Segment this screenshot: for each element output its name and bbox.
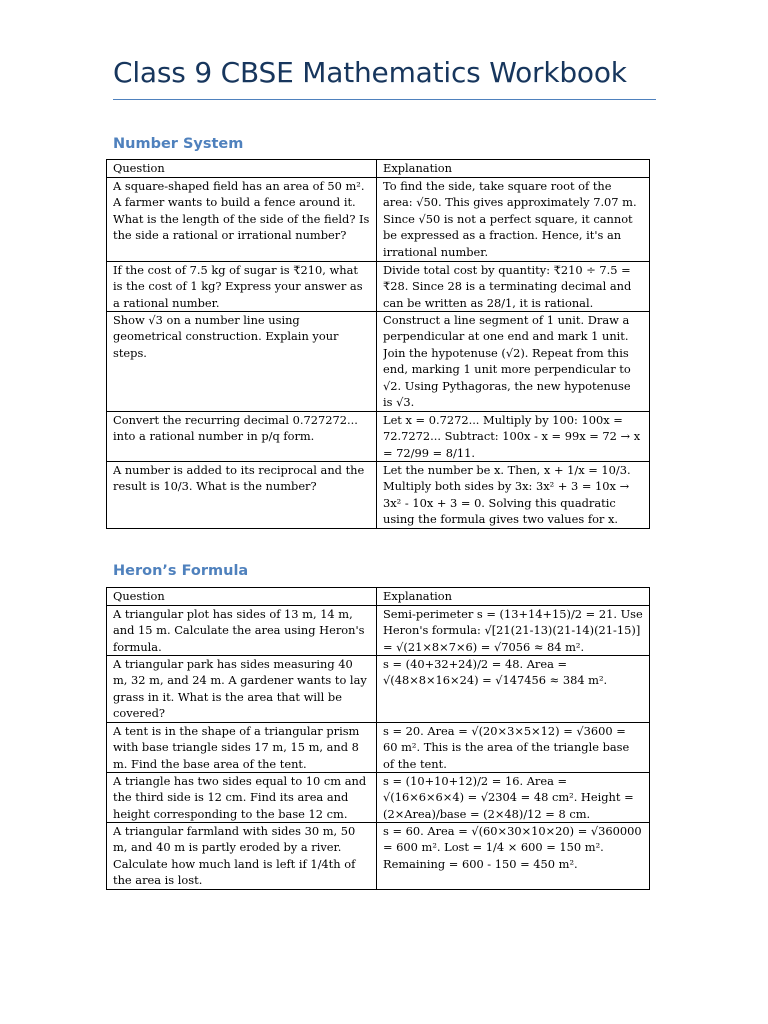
- section-heading-number-system: Number System: [113, 136, 244, 152]
- table-row: [107, 772, 650, 822]
- table-row: [107, 822, 650, 889]
- table-row: [107, 311, 650, 411]
- question-cell: Show √3 on a number line using geometrical construction. Explain your steps.: [107, 311, 377, 411]
- header-question: Question: [107, 588, 377, 606]
- table-header-row: [107, 588, 650, 606]
- question-cell: A tent is in the shape of a triangular prism with base triangle sides 17 m, 15 m, and 8 m. Find the base area of the tent.: [107, 722, 377, 772]
- table-row: [107, 177, 650, 261]
- question-cell: A triangular park has sides measuring 40 m, 32 m, and 24 m. A gardener wants to lay grass in it. What is the area that will be covered?: [107, 655, 377, 722]
- explanation-cell: s = 60. Area = √(60×30×10×20) = √360000 = 600 m². Lost = 1/4 × 600 = 150 m². Remaining = 600 - 150 = 450 m².: [377, 822, 650, 889]
- herons-formula-table: [106, 587, 650, 890]
- table-row: [107, 261, 650, 311]
- explanation-cell: s = 20. Area = √(20×3×5×12) = √3600 = 60 m². This is the area of the triangle base of the tent.: [377, 722, 650, 772]
- explanation-cell: Construct a line segment of 1 unit. Draw a perpendicular at one end and mark 1 unit. Join the hypotenuse (√2). Repeat from this end, marking 1 unit more perpendicular to √2. Using Pythagoras, the new hypotenuse is √3.: [377, 311, 650, 411]
- question-cell: Convert the recurring decimal 0.727272... into a rational number in p/q form.: [107, 411, 377, 461]
- table-header-row: [107, 160, 650, 178]
- explanation-cell: s = (40+32+24)/2 = 48. Area = √(48×8×16×24) = √147456 ≈ 384 m².: [377, 655, 650, 722]
- explanation-cell: Let the number be x. Then, x + 1/x = 10/3. Multiply both sides by 3x: 3x² + 3 = 10x → 3x² - 10x + 3 = 0. Solving this quadratic using the formula gives two values for x.: [377, 461, 650, 528]
- question-cell: If the cost of 7.5 kg of sugar is ₹210, what is the cost of 1 kg? Express your answer as a rational number.: [107, 261, 377, 311]
- explanation-cell: To find the side, take square root of the area: √50. This gives approximately 7.07 m. Since √50 is not a perfect square, it cannot be expressed as a fraction. Hence, it's an irrational number.: [377, 177, 650, 261]
- header-question: Question: [107, 160, 377, 178]
- question-cell: A number is added to its reciprocal and the result is 10/3. What is the number?: [107, 461, 377, 528]
- question-cell: A triangular farmland with sides 30 m, 50 m, and 40 m is partly eroded by a river. Calculate how much land is left if 1/4th of the area is lost.: [107, 822, 377, 889]
- table-row: [107, 605, 650, 655]
- table-row: [107, 655, 650, 722]
- explanation-cell: Semi-perimeter s = (13+14+15)/2 = 21. Use Heron's formula: √[21(21-13)(21-14)(21-15)] = √(21×8×7×6) = √7056 ≈ 84 m².: [377, 605, 650, 655]
- table-row: [107, 411, 650, 461]
- explanation-cell: s = (10+10+12)/2 = 16. Area = √(16×6×6×4) = √2304 = 48 cm². Height = (2×Area)/base = (2×48)/12 = 8 cm.: [377, 772, 650, 822]
- table-row: [107, 722, 650, 772]
- explanation-cell: Let x = 0.7272... Multiply by 100: 100x = 72.7272... Subtract: 100x - x = 99x = 72 → x = 72/99 = 8/11.: [377, 411, 650, 461]
- header-explanation: Explanation: [377, 588, 650, 606]
- section-heading-herons-formula: Heron’s Formula: [113, 563, 249, 579]
- question-cell: A triangular plot has sides of 13 m, 14 m, and 15 m. Calculate the area using Heron's formula.: [107, 605, 377, 655]
- number-system-table: [106, 159, 650, 529]
- explanation-cell: Divide total cost by quantity: ₹210 ÷ 7.5 = ₹28. Since 28 is a terminating decimal and can be written as 28/1, it is rational.: [377, 261, 650, 311]
- question-cell: A triangle has two sides equal to 10 cm and the third side is 12 cm. Find its area and height corresponding to the base 12 cm.: [107, 772, 377, 822]
- header-explanation: Explanation: [377, 160, 650, 178]
- table-row: [107, 461, 650, 528]
- page-title: Class 9 CBSE Mathematics Workbook: [113, 56, 656, 100]
- question-cell: A square-shaped field has an area of 50 m². A farmer wants to build a fence around it. What is the length of the side of the field? Is the side a rational or irrational number?: [107, 177, 377, 261]
